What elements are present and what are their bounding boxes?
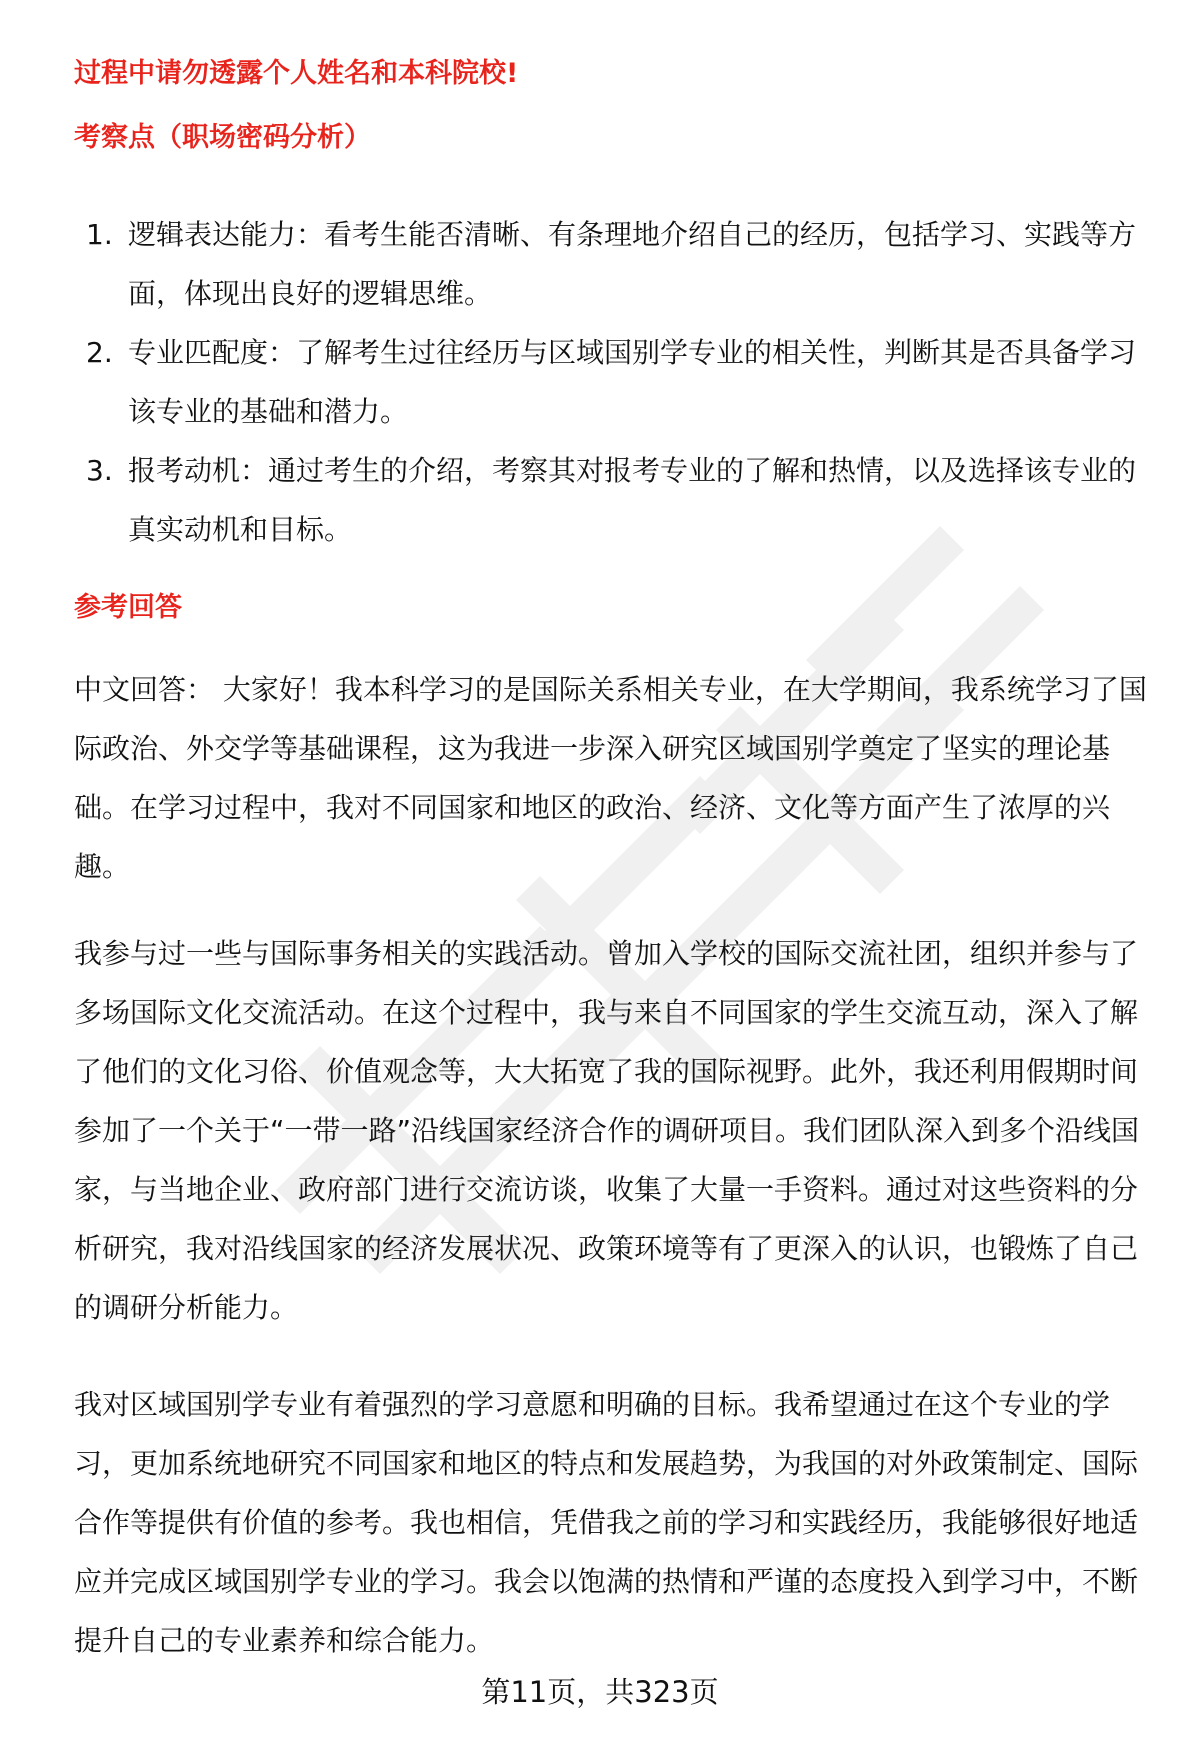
answer-paragraph-intro: 中文回答： 大家好！我本科学习的是国际关系相关专业，在大学期间，我系统学习了国际政治、外交学等基础课程，这为我进一步深入研究区域国别学奠定了坚实的理论基础。在学习过程中，我对不同国家和地区的政治、经济、文化等方面产生了浓厚的兴趣。 bbox=[74, 673, 1147, 883]
answer-paragraph-practice: 我参与过一些与国际事务相关的实践活动。曾加入学校的国际交流社团，组织并参与了多场国际文化交流活动。在这个过程中，我与来自不同国家的学生交流互动，深入了解了他们的文化习俗、价值观念等，大大拓宽了我的国际视野。此外，我还利用假期时间参加了一个关于“一带一路”沿线国家经济合作的调研项目。我们团队深入到多个沿线国家，与当地企业、政府部门进行交流访谈，收集了大量一手资料。通过对这些资料的分析研究，我对沿线国家的经济发展状况、政策环境等有了更深入的认识，也锻炼了自己的调研分析能力。 bbox=[74, 937, 1140, 1324]
list-item bbox=[74, 205, 1154, 323]
list-item bbox=[74, 441, 1154, 559]
privacy-notice: 过程中请勿透露个人姓名和本科院校! bbox=[74, 58, 519, 89]
exam-points-heading: 考察点（职场密码分析） bbox=[74, 122, 371, 153]
list-item-text: 逻辑表达能力：看考生能否清晰、有条理地介绍自己的经历，包括学习、实践等方面，体现出良好的逻辑思维。 bbox=[128, 218, 1137, 310]
list-item-text: 报考动机：通过考生的介绍，考察其对报考专业的了解和热情，以及选择该专业的真实动机和目标。 bbox=[128, 454, 1137, 546]
list-item-text: 专业匹配度：了解考生过往经历与区域国别学专业的相关性，判断其是否具备学习该专业的基础和潜力。 bbox=[128, 336, 1137, 428]
list-item-number: 2. bbox=[86, 336, 113, 369]
exam-points-list bbox=[74, 205, 1154, 559]
list-item-number: 1. bbox=[86, 218, 113, 251]
reference-answer-heading: 参考回答 bbox=[74, 592, 182, 623]
list-item-number: 3. bbox=[86, 454, 113, 487]
answer-paragraph-goals: 我对区域国别学专业有着强烈的学习意愿和明确的目标。我希望通过在这个专业的学习，更加系统地研究不同国家和地区的特点和发展趋势，为我国的对外政策制定、国际合作等提供有价值的参考。我也相信，凭借我之前的学习和实践经历，我能够很好地适应并完成区域国别学专业的学习。我会以饱满的热情和严谨的态度投入到学习中，不断提升自己的专业素养和综合能力。 bbox=[74, 1388, 1139, 1657]
page-number-footer: 第11页，共323页 bbox=[481, 1675, 719, 1709]
list-item bbox=[74, 323, 1154, 441]
